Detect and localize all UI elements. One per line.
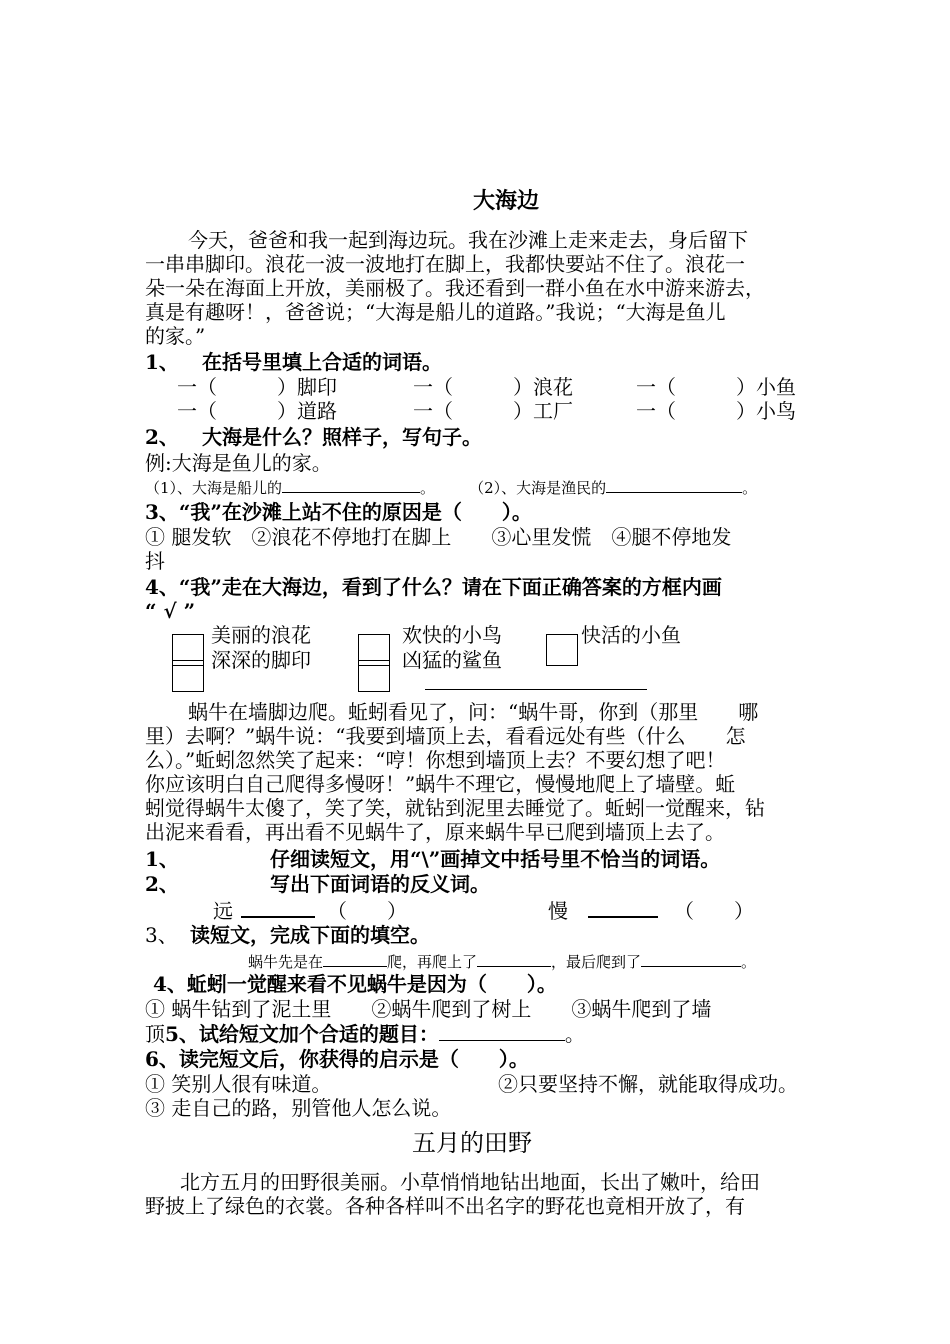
separator-line bbox=[425, 689, 647, 690]
checkbox-3[interactable] bbox=[546, 634, 578, 666]
s2-q4-options-wrap: 顶 bbox=[145, 1022, 165, 1046]
s1-q1-blank-5[interactable]: 一（ ）工厂 bbox=[413, 399, 573, 423]
s2-q3-fill-row bbox=[248, 950, 756, 974]
option-shenshen-jiaoyin: 深深的脚印 bbox=[211, 648, 311, 672]
s1-q2-a2-label: （2）、大海是渔民的 bbox=[469, 479, 607, 497]
s1-q4-mark: “ √ ” bbox=[145, 599, 196, 623]
s2-q3-blank-2[interactable] bbox=[477, 950, 551, 967]
para1-line4: 真是有趣呀！，爸爸说；“大海是船儿的道路。”我说；“大海是鱼儿 bbox=[145, 300, 726, 324]
s2-q4-q5-row bbox=[145, 1022, 585, 1046]
s2-q2-label: 2、 bbox=[145, 872, 179, 896]
s2-q4-text: 4、蚯蚓一觉醒来看不见蜗牛是因为（ ）。 bbox=[153, 972, 557, 996]
s2-q6-option-2: ②只要坚持不懈，就能取得成功。 bbox=[498, 1072, 798, 1096]
s1-q2-a1-end: 。 bbox=[420, 479, 436, 497]
para2-line1: 蜗牛在墙脚边爬。蚯蚓看见了，问：“蜗牛哥，你到（那里 哪 bbox=[188, 700, 759, 724]
para1-line3: 朵一朵在海面上开放，美丽极了。我还看到一群小鱼在水中游来游去， bbox=[145, 276, 765, 300]
s2-q1-text: 仔细读短文，用“\”画掉文中括号里不恰当的词语。 bbox=[270, 847, 721, 871]
s1-q2-a1-blank[interactable] bbox=[282, 476, 420, 493]
s2-q2-row2 bbox=[548, 898, 754, 923]
s1-q1-blank-1[interactable]: 一（ ）脚印 bbox=[177, 375, 337, 399]
para1-line1: 今天，爸爸和我一起到海边玩。我在沙滩上走来走去，身后留下 bbox=[188, 228, 748, 252]
para2-line3: 么）。”蚯蚓忽然笑了起来：“哼！你想到墙顶上去？不要幻想了吧！ bbox=[145, 748, 726, 772]
s1-q1-label: 1、 bbox=[145, 350, 179, 374]
para2-line4: 你应该明白自己爬得多慢呀！”蜗牛不理它，慢慢地爬上了墙壁。蚯 bbox=[145, 772, 736, 796]
s2-q5-end: 。 bbox=[564, 1022, 585, 1046]
antonym-paren-man[interactable]: （ ） bbox=[674, 899, 754, 923]
title-dahaibian: 大海边 bbox=[473, 188, 540, 214]
s1-q1-blank-3[interactable]: 一（ ）小鱼 bbox=[636, 375, 796, 399]
s1-q4-text: 4、“我”走在大海边，看到了什么？请在下面正确答案的方框内画 bbox=[145, 575, 722, 599]
s1-q2-a1-label: （1）、大海是船儿的 bbox=[145, 479, 283, 497]
para1-line5: 的家。” bbox=[145, 324, 206, 348]
s1-q1-blank-4[interactable]: 一（ ）道路 bbox=[177, 399, 337, 423]
para2-line5: 蚓觉得蜗牛太傻了，笑了笑，就钻到泥里去睡觉了。蚯蚓一觉醒来，钻 bbox=[145, 796, 765, 820]
s2-q5-blank[interactable] bbox=[439, 1024, 565, 1041]
s2-q3-f4: 。 bbox=[741, 953, 757, 971]
antonym-word-man: 慢 bbox=[548, 899, 568, 923]
checkbox-1b[interactable] bbox=[172, 660, 204, 692]
option-xiongmeng-shayu: 凶猛的鲨鱼 bbox=[402, 648, 502, 672]
s1-q2-label: 2、 bbox=[145, 425, 179, 449]
s1-q2-a2-end: 。 bbox=[742, 479, 758, 497]
s2-q6-option-1: ① 笑别人很有味道。 bbox=[145, 1072, 332, 1096]
s2-q3-f1: 蜗牛先是在 bbox=[248, 953, 324, 971]
s1-q2-example: 例:大海是鱼儿的家。 bbox=[145, 451, 332, 475]
s2-q3-blank-3[interactable] bbox=[641, 950, 741, 967]
s2-q4-options: ① 蜗牛钻到了泥土里 ②蜗牛爬到了树上 ③蜗牛爬到了墙 bbox=[145, 997, 712, 1021]
option-meili-langhua: 美丽的浪花 bbox=[211, 623, 311, 647]
s1-q3-options: ① 腿发软 ②浪花不停地打在脚上 ③心里发慌 ④腿不停地发 bbox=[145, 525, 732, 549]
para3-line1: 北方五月的田野很美丽。小草悄悄地钻出地面，长出了嫩叶，给田 bbox=[180, 1170, 760, 1194]
s1-q1-text: 在括号里填上合适的词语。 bbox=[202, 350, 442, 374]
title-wuyue-tianye: 五月的田野 bbox=[412, 1129, 532, 1157]
option-huankuai-xiaoniao: 欢快的小鸟 bbox=[402, 623, 502, 647]
para2-line6: 出泥来看看，再出看不见蜗牛了，原来蜗牛早已爬到墙顶上去了。 bbox=[145, 820, 725, 844]
s2-q2-row bbox=[213, 898, 407, 923]
s2-q6-text: 6、读完短文后，你获得的启示是（ ）。 bbox=[145, 1047, 529, 1071]
option-kuaihuo-xiaoyu: 快活的小鱼 bbox=[581, 623, 681, 647]
s2-q2-text: 写出下面词语的反义词。 bbox=[270, 872, 490, 896]
s2-q6-option-3: ③ 走自己的路，别管他人怎么说。 bbox=[145, 1096, 452, 1120]
antonym-paren-yuan[interactable]: （ ） bbox=[327, 899, 407, 923]
s2-q5-text: 5、试给短文加个合适的题目： bbox=[165, 1022, 439, 1046]
antonym-word-yuan: 远 bbox=[213, 899, 233, 923]
s2-q3-f2: 爬，再爬上了 bbox=[387, 953, 478, 971]
s1-q2-a2-blank[interactable] bbox=[606, 476, 742, 493]
s1-q1-blank-6[interactable]: 一（ ）小鸟 bbox=[636, 399, 796, 423]
s2-q3-blank-1[interactable] bbox=[323, 950, 387, 967]
antonym-blank-yuan[interactable] bbox=[241, 898, 315, 918]
antonym-blank-man[interactable] bbox=[588, 898, 658, 918]
s1-q1-blank-2[interactable]: 一（ ）浪花 bbox=[413, 375, 573, 399]
s1-q3-options-wrap: 抖 bbox=[145, 549, 165, 573]
checkbox-2b[interactable] bbox=[358, 660, 390, 692]
s2-q3-label: 3、 bbox=[145, 923, 178, 947]
para1-line2: 一串串脚印。浪花一波一波地打在脚上，我都快要站不住了。浪花一 bbox=[145, 252, 745, 276]
s1-q3-text: 3、“我”在沙滩上站不住的原因是（ ）。 bbox=[145, 500, 532, 524]
s1-q2-answer-row bbox=[145, 476, 757, 500]
s2-q3-text: 读短文，完成下面的填空。 bbox=[190, 923, 430, 947]
s1-q2-text: 大海是什么？照样子，写句子。 bbox=[202, 425, 482, 449]
para3-line2: 野披上了绿色的衣裳。各种各样叫不出名字的野花也竟相开放了，有 bbox=[145, 1194, 745, 1218]
s2-q3-f3: ，最后爬到了 bbox=[551, 953, 642, 971]
s2-q1-label: 1、 bbox=[145, 847, 179, 871]
para2-line2: 里）去啊？”蜗牛说：“我要到墙顶上去，看看远处有些（什么 怎 bbox=[145, 724, 746, 748]
